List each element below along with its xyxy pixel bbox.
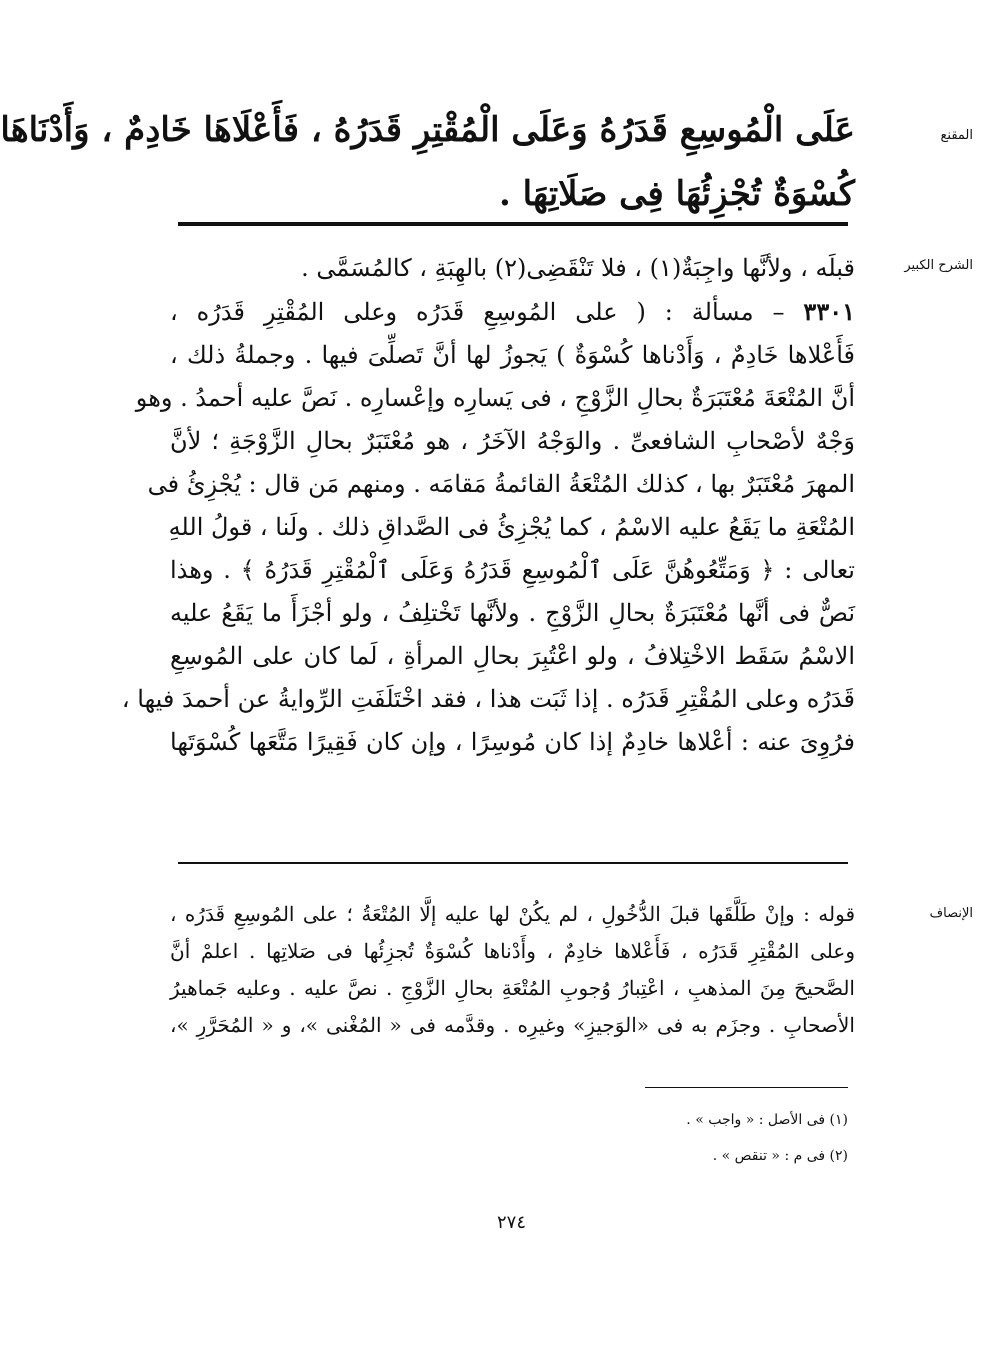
- sharh-line: المُتْعَةِ ما يَقَعُ عليه الاسْمُ ، كما يُجْزِئُ فى الصَّداقِ ذلك . ولَنا ، قولُ اللهِ: [168, 513, 855, 541]
- muqni-line: كُسْوَةٌ تُجْزِئُهَا فِى صَلَاتِهَا .: [499, 174, 855, 214]
- footnote-divider: [645, 1087, 848, 1088]
- sharh-line: قَدَرُه وعلى المُقْتِرِ قَدَرُه . إذا ثَبَت هذا ، فقد اخْتَلَفَتِ الرِّوايةُ عن أحمدَ فيها ،: [121, 685, 855, 713]
- sharh-line: تعالى : ﴿ وَمَتِّعُوهُنَّ عَلَى ٱلْمُوسِعِ قَدَرُهُ وَعَلَى ٱلْمُقْتِرِ قَدَرُهُ ﴾ . وهذا: [170, 556, 855, 584]
- sharh-line: أنَّ المُتْعَةَ مُعْتَبَرَةٌ بحالِ الزَّوْجِ ، فى يَسارِه وإعْسارِه . نَصَّ عليه أحمدُ . وهو: [135, 384, 855, 412]
- insaf-line: وعلى المُقْتِرِ قَدَرُه ، فَأَعْلاها خادِمٌ ، وأَدْناها كُسْوَةٌ تُجزِئُها فى صَلاتِها . اعلمْ أنَّ: [170, 939, 855, 963]
- sharh-text: [121, 247, 855, 764]
- insaf-line: الصَّحيحَ مِنَ المذهبِ ، اعْتِبارُ وُجوبِ المُتْعَةِ بحالِ الزَّوْجِ . نصَّ عليه . وعليه جَماهيرُ: [170, 976, 855, 1000]
- sharh-line: المهرَ مُعْتَبَرٌ بها ، كذلك المُتْعَةُ القائمةُ مَقامَه . ومنهم مَن قال : يُجْزِئُ فى: [147, 470, 855, 498]
- sharh-line: فَأَعْلاها خَادِمٌ ، وَأَدْناها كُسْوَةٌ ) يَجوزُ لها أنَّ تَصلِّىَ فيها . وجملةُ ذلك ،: [170, 341, 855, 369]
- issue-number: ٣٣٠١: [803, 297, 855, 326]
- insaf-line: قوله : وإنْ طَلَّقَها قبلَ الدُّخُولِ ، لم يكُنْ لها عليه إلَّا المُتْعَةُ ؛ على المُوسِعِ قَدَرُه ،: [170, 902, 856, 926]
- insaf-line: الأصحابِ . وجزَم به فى «الوَجيزِ» وغيرِه . وقدَّمه فى « المُغْنى »، و « المُحَرَّرِ »،: [170, 1013, 855, 1037]
- section-divider-thick: [178, 222, 848, 226]
- sharh-label: الشرح الكبير: [904, 258, 973, 273]
- footnote-2: (٢) فى م : « تنقص » .: [712, 1148, 848, 1164]
- sharh-line: وَجْهٌ لأصْحابِ الشافعىِّ . والوَجْهُ الآخَرُ ، هو مُعْتَبَرٌ بحالِ الزَّوْجَةِ ؛ لأنَّ: [170, 427, 855, 455]
- sharh-line: الاسْمُ سَقَط الاخْتِلافُ ، ولو اعْتُبِرَ بحالِ المرأةِ ، لَما كان على المُوسِعِ: [170, 642, 855, 670]
- sharh-line: [170, 290, 855, 334]
- sharh-line: فرُوِىَ عنه : أعْلاها خادِمٌ إذا كان مُوسِرًا ، وإن كان فَقِيرًا مَتَّعَها كُسْوَتَها: [170, 728, 855, 756]
- sharh-line: قبلَه ، ولأنَّها واجِبَةٌ(١) ، فلا تَنْقَضِى(٢) بالهِبَةِ ، كالمُسَمَّى .: [301, 254, 855, 282]
- page-number: ٢٧٤: [496, 1212, 526, 1233]
- footnote-1: (١) فى الأصل : « واجب » .: [686, 1112, 848, 1128]
- muqni-text: [0, 98, 855, 226]
- insaf-label: الإنصاف: [929, 906, 973, 921]
- muqni-label: المقنع: [940, 128, 973, 143]
- section-divider: [178, 862, 848, 864]
- sharh-line: نَصٌّ فى أنَّها مُعْتَبَرَةٌ بحالِ الزَّوْجِ . ولأنَّها تَخْتلِفُ ، ولو أجْزَأَ ما يَقَعُ عليه: [170, 599, 855, 627]
- muqni-line: عَلَى الْمُوسِعِ قَدَرُهُ وَعَلَى الْمُقْتِرِ قَدَرُهُ ، فَأَعْلَاهَا خَادِمٌ ، وَأَدْنَاهَا: [0, 110, 855, 150]
- insaf-text: [170, 896, 855, 1044]
- issue-text: – مسألة : ( على المُوسِعِ قَدَرُه وعلى المُقْتِرِ قَدَرُه ،: [170, 298, 785, 326]
